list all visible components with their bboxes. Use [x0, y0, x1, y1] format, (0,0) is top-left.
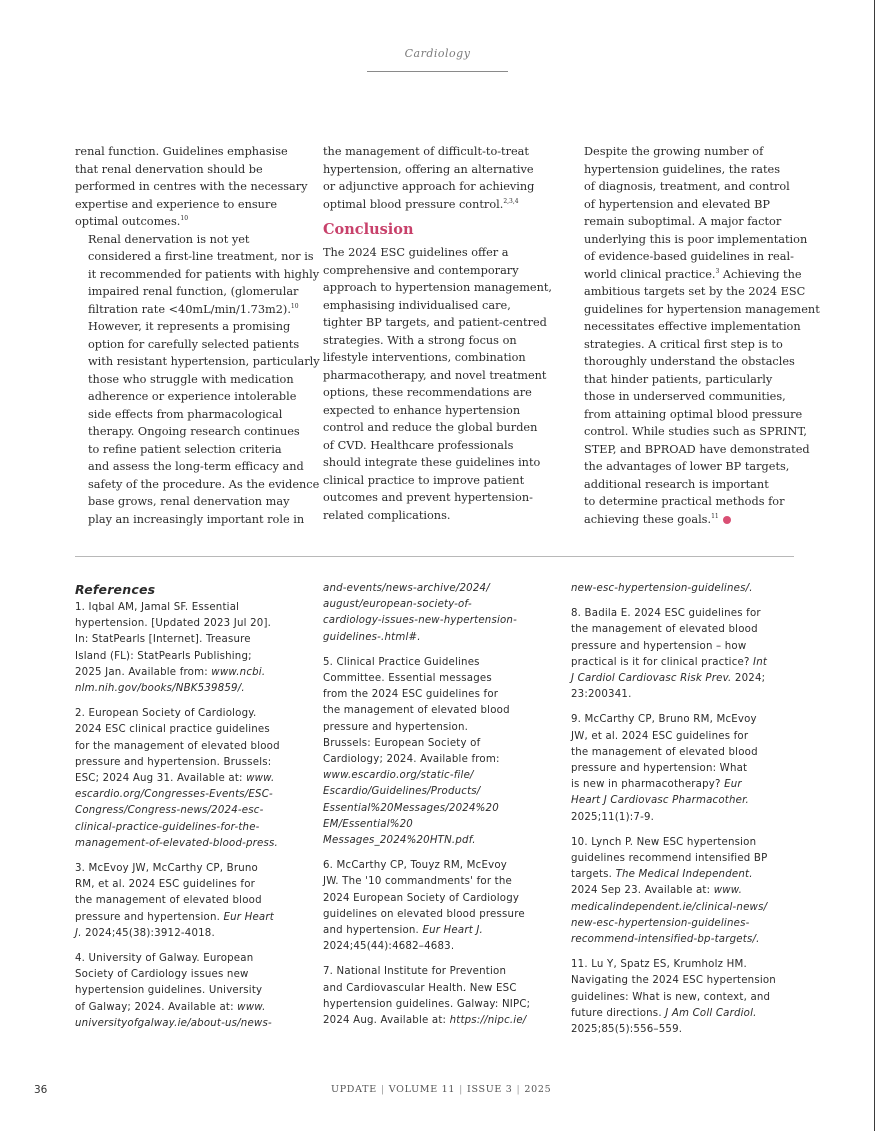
reference-line: future directions. J Am Coll Cardiol. [571, 1007, 757, 1019]
paragraph-line: renal function. Guidelines emphasise [75, 145, 288, 158]
reference-line: www.escardio.org/static-file/ [323, 770, 474, 782]
reference-line: Brussels: European Society of [323, 737, 481, 749]
reference-line: 7. National Institute for Prevention [323, 966, 507, 978]
reference-item [75, 951, 303, 1032]
reference-line: medicalindependent.ie/clinical-news/ [571, 901, 768, 913]
references-title: References [75, 582, 156, 597]
reference-line: RM, et al. 2024 ESC guidelines for [75, 879, 256, 891]
reference-line: and-events/news-archive/2024/ [323, 583, 490, 594]
paragraph-line: option for carefully selected patients [88, 337, 300, 351]
reference-line: 1. Iqbal AM, Jamal SF. Essential [75, 602, 240, 613]
reference-line: from the 2024 ESC guidelines for [323, 689, 499, 701]
reference-line: guidelines: What is new, context, and [571, 991, 771, 1003]
reference-line: J Cardiol Cardiovasc Risk Prev. 2024; [571, 673, 766, 685]
reference-line: J. 2024;45(38):3912-4018. [75, 927, 215, 939]
paragraph-line: underlying this is poor implementation [584, 232, 808, 246]
reference-line: the management of elevated blood [571, 624, 758, 636]
paragraph-line: hypertension guidelines, the rates [584, 162, 781, 176]
paragraph-line: to refine patient selection criteria [88, 442, 282, 456]
reference-item [323, 655, 551, 849]
reference-line: 6. McCarthy CP, Touyz RM, McEvoy [323, 860, 508, 872]
paragraph-line: should integrate these guidelines into [323, 456, 541, 469]
reference-line: nlm.nih.gov/books/NBK539859/. [75, 683, 245, 695]
reference-line: is new in pharmacotherapy? Eur [571, 779, 742, 791]
reference-line: 2024 Aug. Available at: https://nipc.ie/ [323, 1015, 527, 1027]
article-column-3 [571, 143, 820, 528]
reference-line: cardiology-issues-new-hypertension- [323, 615, 517, 627]
reference-line: clinical-practice-guidelines-for-the- [75, 821, 260, 833]
reference-line: 2025;85(5):556–559. [571, 1024, 683, 1036]
paragraph-line: control and reduce the global burden [323, 421, 538, 434]
paragraph-line: side effects from pharmacological [88, 407, 283, 421]
reference-item [323, 964, 551, 1029]
paragraph-line: adherence or experience intolerable [88, 390, 297, 403]
paragraph-line: considered a first-line treatment, nor is [88, 250, 314, 263]
citation: 10 [290, 302, 299, 310]
reference-line: Cardiology; 2024. Available from: [323, 754, 500, 766]
paragraph-line: the management of difficult-to-treat [323, 145, 529, 158]
reference-line: Island (FL): StatPearls Publishing; [75, 650, 252, 662]
reference-item [75, 600, 303, 697]
reference-line: pressure and hypertension: What [571, 763, 748, 775]
paragraph-line: achieving these goals.$^{11}$ [571, 511, 799, 529]
reference-item [571, 712, 799, 825]
article-column-2 [323, 143, 551, 524]
citation: 3 [715, 267, 720, 275]
reference-item [571, 957, 799, 1038]
reference-item [571, 606, 799, 703]
reference-line: and hypertension. Eur Heart J. [323, 925, 483, 937]
reference-line: new-esc-hypertension-guidelines- [571, 917, 750, 929]
paragraph-line: emphasising individualised care, [323, 298, 511, 312]
reference-line: new-esc-hypertension-guidelines/. [571, 583, 753, 594]
paragraph-line: expertise and experience to ensure [75, 197, 278, 211]
reference-item [571, 835, 799, 948]
reference-item [571, 581, 799, 597]
paragraph-line: control. While studies such as SPRINT, [584, 425, 807, 438]
paragraph-line: STEP, and BPROAD have demonstrated [584, 442, 810, 456]
paragraph-line: with resistant hypertension, particularly [88, 355, 320, 368]
article-column-1 [75, 143, 320, 528]
reference-line: EM/Essential%20 [323, 818, 413, 830]
paragraph-line: clinical practice to improve patient [323, 473, 525, 487]
reference-line: the management of elevated blood [571, 746, 758, 758]
paragraph-line: impaired renal function, (glomerular [88, 285, 299, 298]
paragraph-line: that hinder patients, particularly [584, 372, 773, 386]
reference-line: 2025 Jan. Available from: www.ncbi. [75, 666, 266, 678]
reference-item [75, 861, 303, 942]
paragraph-line: to determine practical methods for [584, 495, 785, 508]
reference-line: escardio.org/Congresses-Events/ESC- [75, 789, 273, 801]
reference-line: 2024;45(44):4682–4683. [323, 941, 455, 953]
paragraph-line: outcomes and prevent hypertension- [323, 491, 533, 504]
paragraph-lines [75, 143, 308, 213]
reference-line: targets. The Medical Independent. [571, 869, 753, 881]
references-column-2 [323, 581, 551, 1038]
paragraph-line: play an increasingly important role in [88, 512, 305, 526]
paragraph-line: tighter BP targets, and patient-centred [323, 316, 547, 329]
reference-line: practical is it for clinical practice? Int [571, 656, 768, 668]
reference-line: 2025;11(1):7-9. [571, 811, 655, 823]
reference-line: the management of elevated blood [75, 895, 262, 907]
paragraph-line: optimal blood pressure control.$^{2,3,4}$ [323, 197, 519, 211]
reference-item [323, 858, 551, 955]
reference-line: JW. The '10 commandments' for the [323, 876, 512, 888]
paragraph-line: world clinical practice.$^3$ Achieving the [584, 267, 802, 281]
paragraph [323, 244, 551, 524]
paragraph-line: However, it represents a promising [88, 320, 291, 333]
paragraph-line: that renal denervation should be [75, 162, 263, 176]
reference-line: management-of-elevated-blood-press. [75, 837, 278, 849]
paragraph-line: necessitates effective implementation [584, 320, 801, 333]
paragraph-line: optimal outcomes.$^{10}$ [75, 215, 189, 228]
paragraph-line: of evidence-based guidelines in real- [584, 250, 794, 263]
references-divider [75, 556, 794, 557]
header-rule [367, 71, 508, 72]
footer-masthead: UPDATE | VOLUME 11 | ISSUE 3 | 2025 [331, 1084, 552, 1095]
reference-line: 2024 European Society of Cardiology [323, 892, 520, 904]
reference-line: Committee. Essential messages [323, 673, 492, 685]
paragraph-line: it recommended for patients with highly [88, 267, 320, 281]
reference-line: guidelines recommend intensified BP [571, 853, 768, 865]
paragraph-line: remain suboptimal. A major factor [584, 215, 782, 228]
paragraph-lines [323, 244, 551, 524]
paragraph-line: lifestyle interventions, combination [323, 351, 526, 364]
citation: 11 [711, 512, 719, 520]
reference-line: 9. McCarthy CP, Bruno RM, McEvoy [571, 714, 757, 726]
paragraph-line: those in underserved communities, [584, 390, 786, 403]
reference-line: for the management of elevated blood [75, 740, 280, 752]
paragraph-line: pharmacotherapy, and novel treatment [323, 368, 547, 382]
paragraph-line: comprehensive and contemporary [323, 263, 519, 277]
paragraph-lines [571, 143, 808, 266]
paragraph-line: those who struggle with medication [88, 372, 294, 386]
reference-item [323, 581, 551, 646]
reference-line: 2. European Society of Cardiology. [75, 708, 257, 720]
paragraph-line: safety of the procedure. As the evidence [88, 477, 320, 491]
reference-list [571, 581, 799, 1038]
paragraph-line: additional research is important [584, 477, 769, 491]
paragraph-line: or adjunctive approach for achieving [323, 180, 535, 193]
paragraph-line: from attaining optimal blood pressure [584, 407, 803, 421]
reference-line: hypertension guidelines. University [75, 985, 263, 997]
reference-line: hypertension. [Updated 2023 Jul 20]. [75, 618, 272, 630]
paragraph-line: guidelines for hypertension management [584, 302, 820, 316]
reference-line: and Cardiovascular Health. New ESC [323, 982, 517, 994]
paragraph-lines [571, 283, 820, 511]
citation: 2,3,4 [503, 197, 519, 205]
reference-line: the management of elevated blood [323, 705, 510, 717]
reference-line: Heart J Cardiovasc Pharmacother. [571, 795, 749, 807]
paragraph-line: hypertension, offering an alternative [323, 162, 534, 176]
footer-year: 2025 [524, 1084, 552, 1095]
paragraph-line: strategies. With a strong focus on [323, 333, 517, 347]
references-column-3 [571, 581, 799, 1047]
reference-line: 2024 ESC clinical practice guidelines [75, 724, 270, 736]
reference-line: guidelines-.html#. [323, 631, 421, 643]
paragraph-lines [75, 231, 320, 301]
paragraph-line: base grows, renal denervation may [88, 495, 290, 508]
reference-line: pressure and hypertension. [323, 721, 469, 733]
reference-item [75, 706, 303, 852]
citation: 10 [180, 215, 189, 223]
end-of-article-dot-icon [723, 516, 731, 524]
paragraph [75, 231, 320, 529]
reference-line: Essential%20Messages/2024%20 [323, 802, 499, 814]
paragraph [571, 143, 820, 528]
reference-list [75, 600, 303, 1032]
paragraph-lines [75, 318, 320, 528]
paragraph-line: expected to enhance hypertension [323, 403, 521, 417]
reference-line: pressure and hypertension. Brussels: [75, 756, 272, 768]
paragraph-line: strategies. A critical first step is to [584, 337, 783, 351]
paragraph-line: of diagnosis, treatment, and control [584, 180, 790, 193]
paragraph-line: The 2024 ESC guidelines offer a [323, 246, 509, 259]
page-number: 36 [34, 1084, 48, 1096]
reference-line: guidelines on elevated blood pressure [323, 908, 525, 920]
reference-line: In: StatPearls [Internet]. Treasure [75, 634, 251, 646]
paragraph [323, 143, 551, 213]
paragraph-line: options, these recommendations are [323, 386, 532, 399]
section-heading-conclusion: Conclusion [323, 221, 414, 238]
paragraph-line: the advantages of lower BP targets, [584, 460, 790, 473]
reference-line: JW, et al. 2024 ESC guidelines for [571, 730, 749, 742]
reference-line: Society of Cardiology issues new [75, 969, 249, 981]
reference-line: Messages_2024%20HTN.pdf. [323, 835, 476, 847]
paragraph-line: performed in centres with the necessary [75, 180, 308, 193]
paragraph-lines [323, 143, 551, 196]
references-column-1 [75, 581, 303, 1041]
reference-line: 5. Clinical Practice Guidelines [323, 656, 480, 668]
reference-line: pressure and hypertension – how [571, 640, 747, 652]
paragraph-line: and assess the long-term efficacy and [88, 460, 304, 473]
paragraph-line: filtration rate <40mL/min/1.73m2).$^{10}$ [88, 302, 299, 316]
reference-line: 23:200341. [571, 689, 632, 701]
paragraph-line: Despite the growing number of [584, 145, 764, 158]
reference-line: hypertension guidelines. Galway: NIPC; [323, 998, 531, 1010]
reference-list [323, 581, 551, 1029]
reference-line: Escardio/Guidelines/Products/ [323, 786, 481, 798]
reference-line: pressure and hypertension. Eur Heart [75, 911, 274, 923]
reference-line: 2024 Sep 23. Available at: www. [571, 885, 743, 897]
paragraph-line: related complications. [323, 508, 451, 522]
paragraph [75, 143, 308, 231]
reference-line: recommend-intensified-bp-targets/. [571, 934, 760, 946]
footer-issue: ISSUE 3 [467, 1084, 513, 1095]
reference-line: ESC; 2024 Aug 31. Available at: www. [75, 773, 275, 785]
paragraph-line: approach to hypertension management, [323, 281, 552, 294]
paragraph-line: Renal denervation is not yet [88, 232, 250, 246]
reference-line: universityofgalway.ie/about-us/news- [75, 1017, 272, 1029]
reference-line: august/european-society-of- [323, 599, 472, 611]
paragraph-line: ambitious targets set by the 2024 ESC [584, 285, 806, 298]
reference-line: 4. University of Galway. European [75, 953, 254, 965]
section-label: Cardiology [404, 47, 471, 60]
paragraph-line: thoroughly understand the obstacles [584, 355, 795, 368]
reference-line: 10. Lynch P. New ESC hypertension [571, 836, 757, 848]
footer-volume: VOLUME 11 [388, 1084, 456, 1095]
reference-line: 8. Badila E. 2024 ESC guidelines for [571, 608, 761, 620]
reference-line: Congress/Congress-news/2024-esc- [75, 805, 264, 817]
reference-line: Navigating the 2024 ESC hypertension [571, 975, 776, 987]
paragraph-line: of hypertension and elevated BP [584, 197, 771, 211]
paragraph-line: therapy. Ongoing research continues [88, 425, 300, 438]
reference-line: 11. Lu Y, Spatz ES, Krumholz HM. [571, 959, 747, 971]
footer-publication: UPDATE [331, 1084, 377, 1095]
page-edge [875, 0, 879, 1131]
paragraph-line: of CVD. Healthcare professionals [323, 438, 514, 452]
reference-line: of Galway; 2024. Available at: www. [75, 1001, 266, 1013]
reference-line: 3. McEvoy JW, McCarthy CP, Bruno [75, 863, 258, 875]
